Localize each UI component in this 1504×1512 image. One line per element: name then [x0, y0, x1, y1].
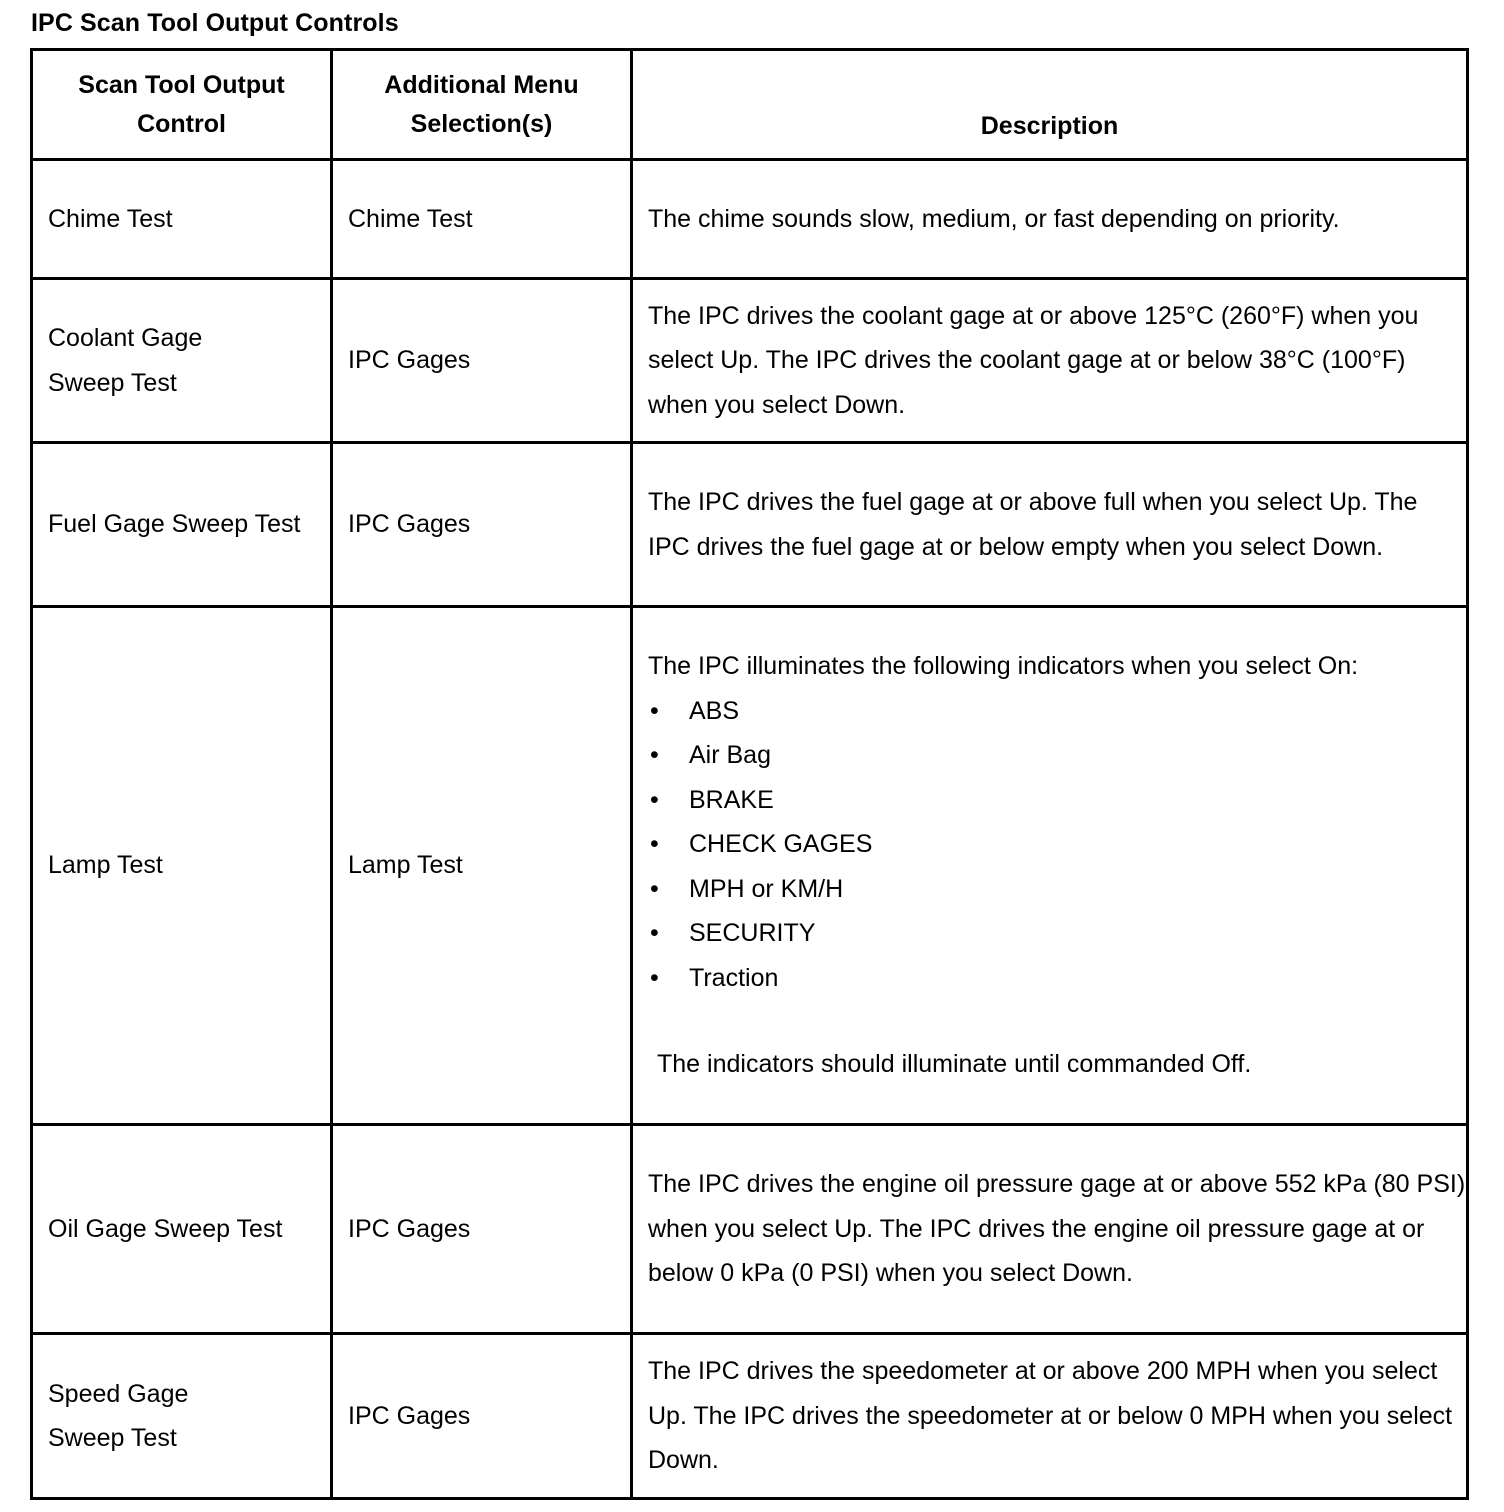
- cell-control: Oil Gage Sweep Test: [32, 1125, 332, 1334]
- list-item: [648, 911, 1466, 956]
- cell-menu-selection: IPC Gages: [332, 1334, 632, 1499]
- indicator-label: SECURITY: [689, 919, 816, 948]
- bullet-icon: •: [650, 785, 659, 814]
- header-description: Description: [632, 50, 1468, 160]
- list-item: [648, 956, 1466, 1001]
- header-additional-menu-selections: Additional Menu Selection(s): [332, 50, 632, 160]
- cell-menu-selection: Chime Test: [332, 160, 632, 279]
- cell-description: The IPC drives the fuel gage at or above full when you select Up. The IPC drives the fuel gage at or below empty when you select Down.: [632, 443, 1468, 607]
- list-item: [648, 822, 1466, 867]
- table-row: [32, 1125, 1468, 1334]
- cell-menu-selection: IPC Gages: [332, 279, 632, 443]
- list-item: [648, 689, 1466, 734]
- indicator-label: ABS: [689, 696, 740, 725]
- header-scan-tool-output-control: Scan Tool Output Control: [32, 50, 332, 160]
- cell-control: Lamp Test: [32, 607, 332, 1125]
- table-row: [32, 160, 1468, 279]
- cell-description: The IPC drives the coolant gage at or above 125°C (260°F) when you select Up. The IPC drives the coolant gage at or below 38°C (100°F) when you select Down.: [632, 279, 1468, 443]
- bullet-icon: •: [650, 696, 659, 725]
- cell-control: Speed Gage Sweep Test: [32, 1334, 332, 1499]
- table-row: [32, 607, 1468, 1125]
- cell-menu-selection: IPC Gages: [332, 443, 632, 607]
- bullet-icon: •: [650, 919, 659, 948]
- table-row: [32, 279, 1468, 443]
- cell-menu-selection: IPC Gages: [332, 1125, 632, 1334]
- bullet-icon: •: [650, 741, 659, 770]
- lamp-description-outro: The indicators should illuminate until commanded Off.: [657, 1050, 1252, 1079]
- table-header-row: [32, 50, 1468, 160]
- cell-description: The chime sounds slow, medium, or fast depending on priority.: [632, 160, 1468, 279]
- list-item: [648, 778, 1466, 823]
- indicator-label: CHECK GAGES: [689, 830, 873, 859]
- output-controls-table: [30, 48, 1469, 1500]
- indicator-label: Traction: [689, 963, 779, 992]
- cell-menu-selection: Lamp Test: [332, 607, 632, 1125]
- cell-description: The IPC drives the engine oil pressure gage at or above 552 kPa (80 PSI) when you select Up. The IPC drives the engine oil pressure gage at or below 0 kPa (0 PSI) when you select Down.: [632, 1125, 1468, 1334]
- cell-description: The IPC drives the speedometer at or above 200 MPH when you select Up. The IPC drives the speedometer at or below 0 MPH when you select Down.: [632, 1334, 1468, 1499]
- list-item: [648, 867, 1466, 912]
- indicator-label: BRAKE: [689, 785, 774, 814]
- table-row: [32, 443, 1468, 607]
- cell-control: Chime Test: [32, 160, 332, 279]
- cell-description: [632, 607, 1468, 1125]
- indicator-label: Air Bag: [689, 741, 771, 770]
- lamp-description-intro: The IPC illuminates the following indicators when you select On:: [648, 652, 1359, 681]
- indicator-list: [648, 689, 1466, 1001]
- bullet-icon: •: [650, 874, 659, 903]
- cell-control: Fuel Gage Sweep Test: [32, 443, 332, 607]
- list-item: [648, 733, 1466, 778]
- table-row: [32, 1334, 1468, 1499]
- bullet-icon: •: [650, 963, 659, 992]
- cell-control: Coolant Gage Sweep Test: [32, 279, 332, 443]
- document-title: IPC Scan Tool Output Controls: [31, 9, 399, 37]
- indicator-label: MPH or KM/H: [689, 874, 844, 903]
- bullet-icon: •: [650, 830, 659, 859]
